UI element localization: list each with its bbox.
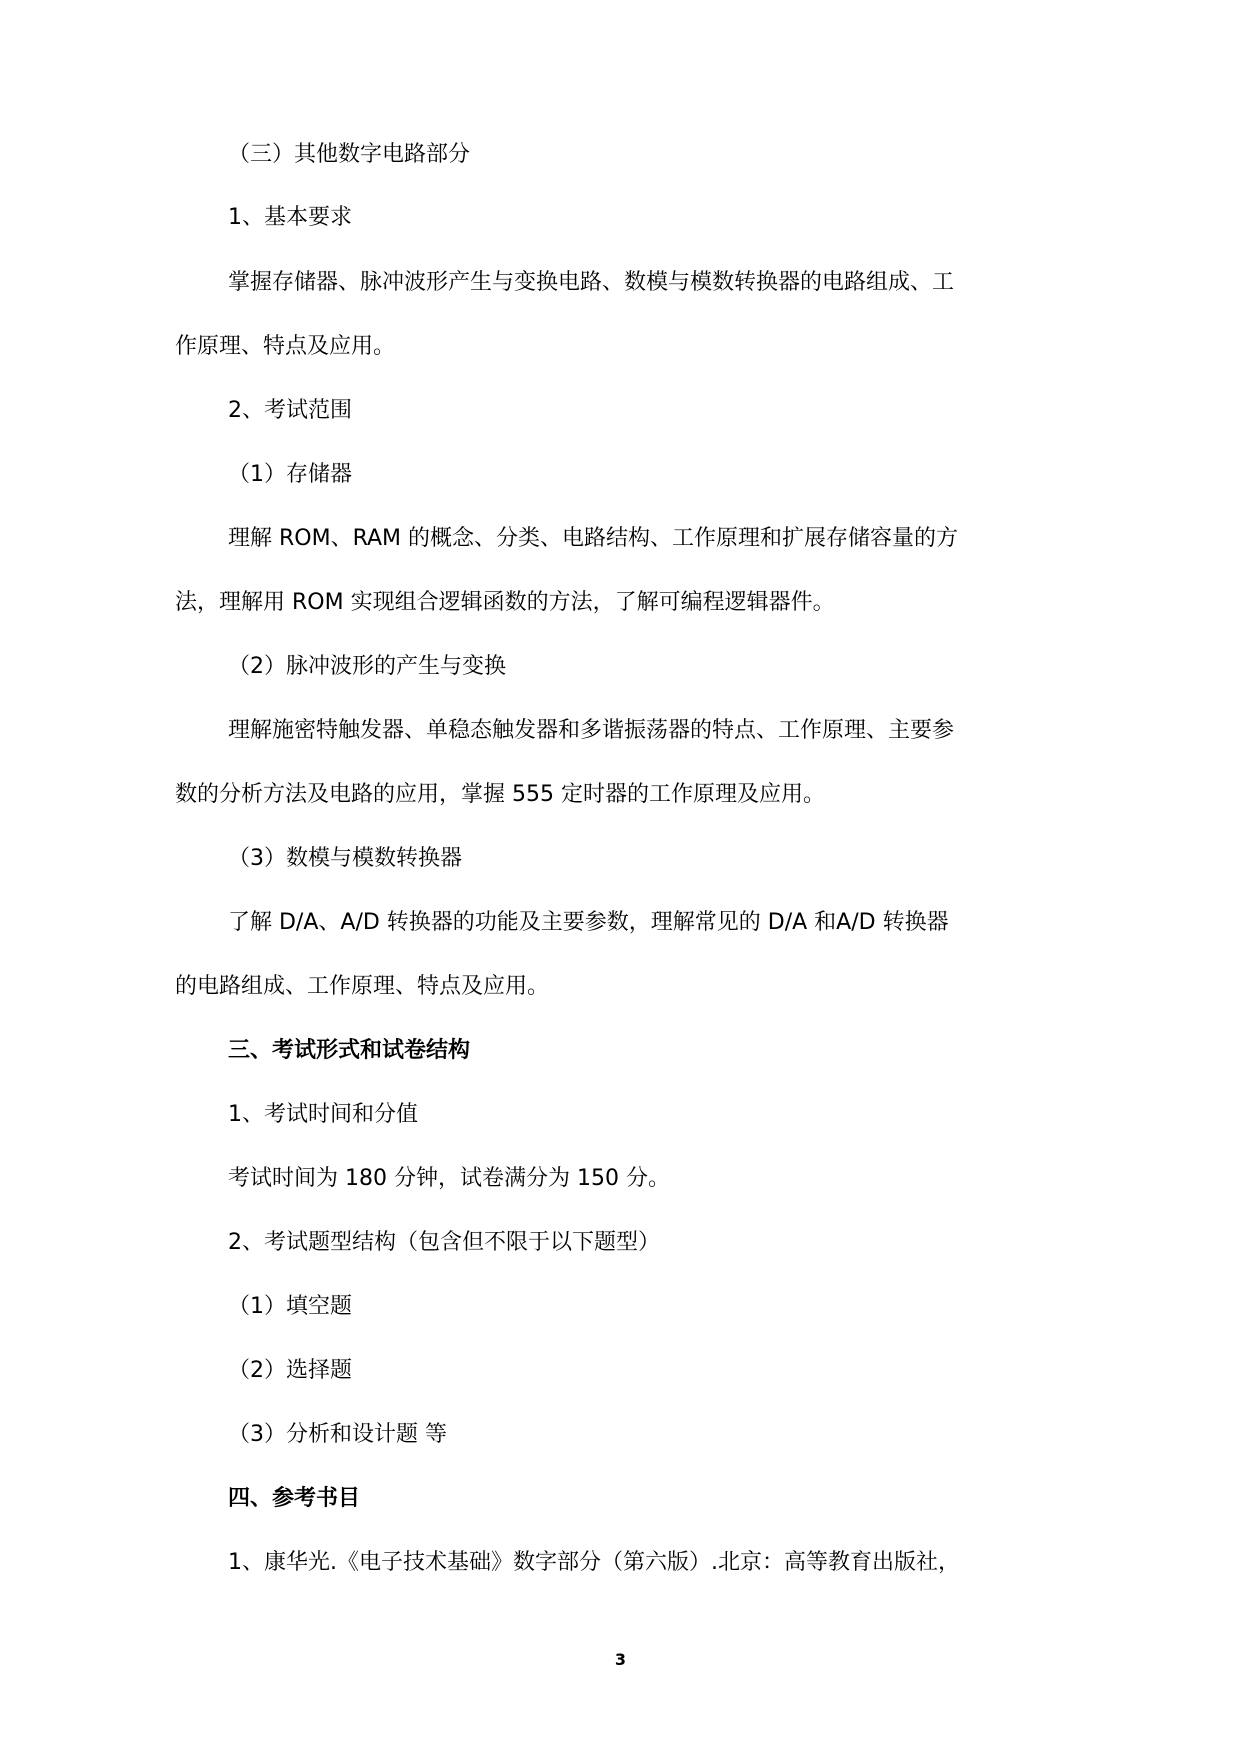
- section-heading: 四、参考书目: [228, 1486, 361, 1511]
- text-line: 了解 D/A、A/D 转换器的功能及主要参数，理解常见的 D/A 和A/D 转换器: [228, 910, 949, 935]
- text-line: 2、考试题型结构（包含但不限于以下题型）: [228, 1230, 660, 1255]
- text-line: 1、基本要求: [228, 205, 352, 230]
- text-line: （三）其他数字电路部分: [228, 142, 471, 167]
- text-line: （2）选择题: [228, 1358, 352, 1383]
- text-line: （2）脉冲波形的产生与变换: [228, 654, 506, 679]
- text-line: 作原理、特点及应用。: [175, 334, 396, 359]
- page-number: 3: [614, 1650, 627, 1669]
- text-line: （3）数模与模数转换器: [228, 846, 462, 871]
- text-line: （3）分析和设计题 等: [228, 1422, 447, 1447]
- text-line: 数的分析方法及电路的应用，掌握 555 定时器的工作原理及应用。: [175, 782, 825, 807]
- text-line: 考试时间为 180 分钟，试卷满分为 150 分。: [228, 1166, 670, 1191]
- text-line: 法，理解用 ROM 实现组合逻辑函数的方法，了解可编程逻辑器件。: [175, 590, 835, 615]
- text-line: 理解 ROM、RAM 的概念、分类、电路结构、工作原理和扩展存储容量的方: [228, 526, 958, 551]
- text-line: 1、康华光.《电子技术基础》数字部分（第六版）.北京：高等教育出版社，: [228, 1550, 960, 1575]
- text-line: 的电路组成、工作原理、特点及应用。: [175, 974, 550, 999]
- text-line: 2、考试范围: [228, 398, 352, 423]
- text-line: （1）存储器: [228, 462, 352, 487]
- text-line: 1、考试时间和分值: [228, 1102, 418, 1127]
- text-line: （1）填空题: [228, 1294, 352, 1319]
- text-line: 理解施密特触发器、单稳态触发器和多谐振荡器的特点、工作原理、主要参: [228, 718, 955, 743]
- text-line: 掌握存储器、脉冲波形产生与变换电路、数模与模数转换器的电路组成、工: [228, 270, 955, 295]
- section-heading: 三、考试形式和试卷结构: [228, 1038, 471, 1063]
